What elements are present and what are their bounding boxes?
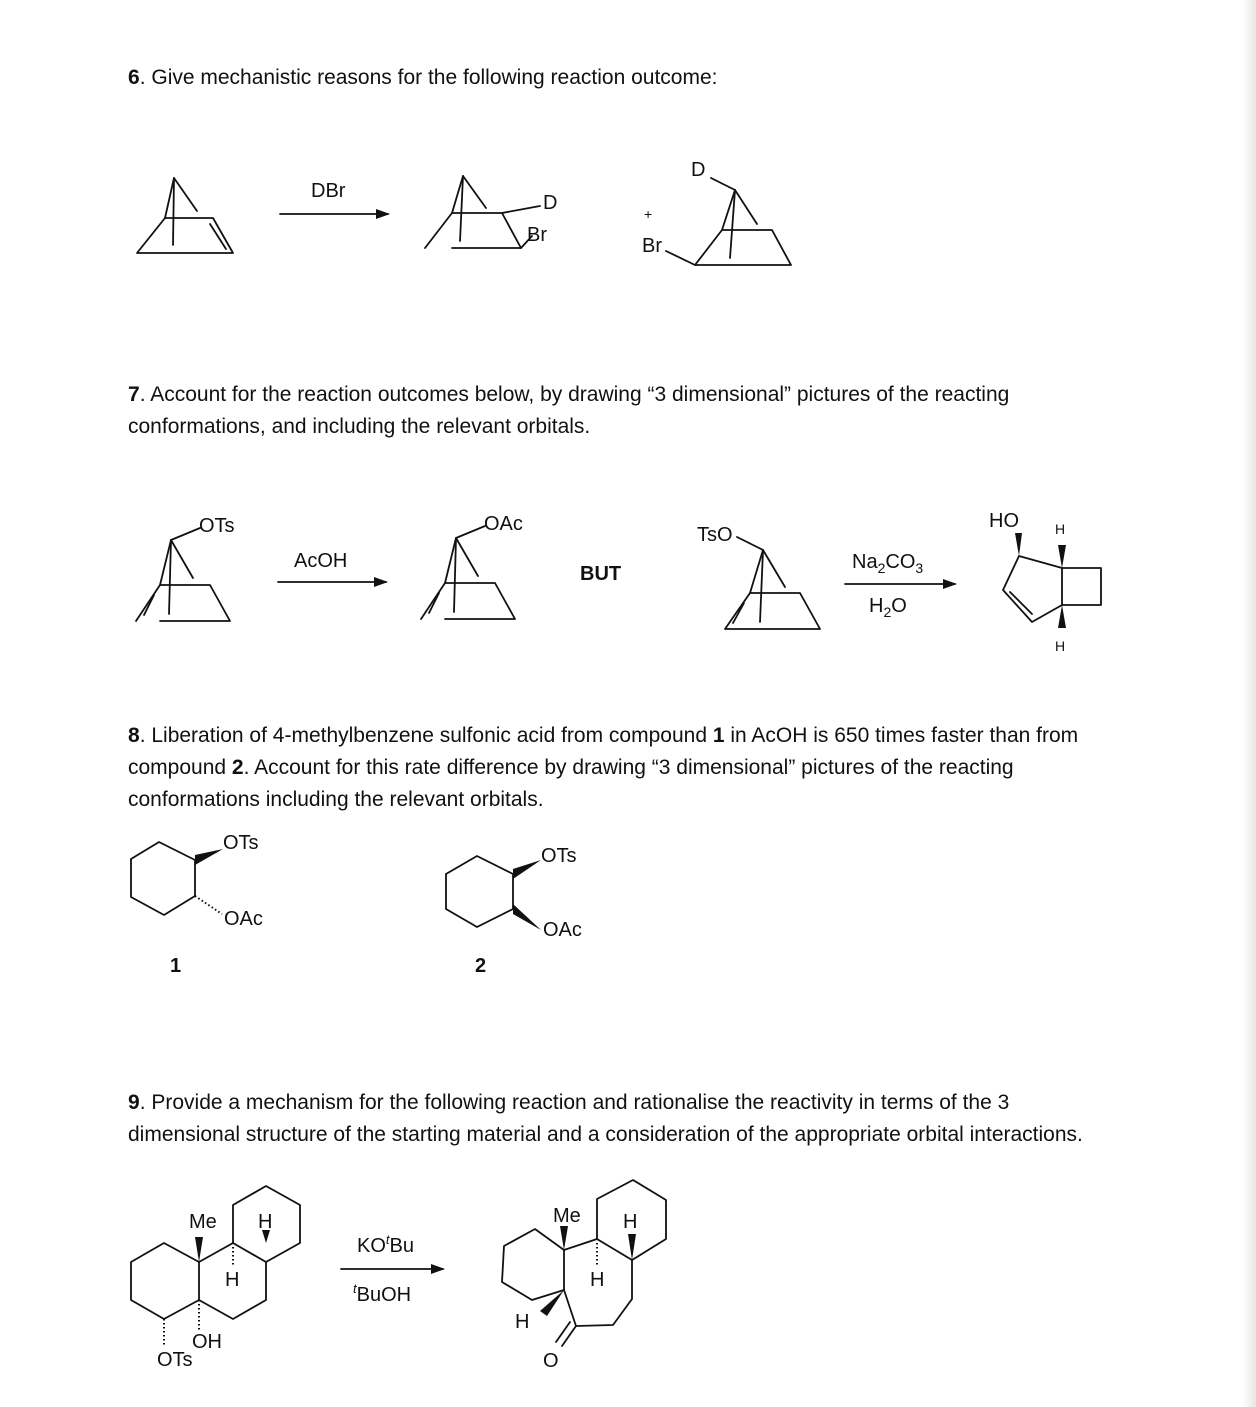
question-number: 6 <box>128 66 140 89</box>
scheme-9 <box>131 1180 666 1372</box>
hydrogen-label: H <box>258 1211 273 1233</box>
product-exo-bromide <box>425 176 557 248</box>
ots-label: OTs <box>199 515 235 537</box>
compound-label-1: 1 <box>170 955 182 977</box>
page-edge-shadow <box>1242 0 1256 1407</box>
bromine-label: Br <box>527 224 547 246</box>
question-text: . Account for this rate difference by drawing “3 dimensional” pictures of the reacting conformations including the relevant orbitals. <box>128 756 1014 811</box>
scheme-8 <box>131 832 582 977</box>
question-number: 9 <box>128 1091 140 1114</box>
deuterium-label: D <box>543 192 558 214</box>
scheme-7 <box>136 510 1101 654</box>
anti-norbornenyl-acetate <box>421 513 523 619</box>
ots-label: OTs <box>157 1349 193 1371</box>
question-text: . Account for the reaction outcomes below, by drawing “3 dimensional” pictures of the reacting conformations, and including the relevant orbitals. <box>128 383 1010 438</box>
oac-label: OAc <box>484 513 523 535</box>
hydrogen-label: H <box>1055 521 1066 537</box>
compound-ref-1: 1 <box>712 724 725 747</box>
syn-norbornenyl-tosylate <box>697 524 820 629</box>
question-number: 8 <box>128 724 140 747</box>
hydrogen-label: H <box>225 1269 240 1291</box>
reagent-sodium-carbonate: $Na_2CO_3$ <box>852 551 924 576</box>
hydrogen-label: H <box>590 1269 605 1291</box>
question-text: in AcOH is 650 times faster than from compound <box>128 724 1079 779</box>
hydrogen-label: H <box>1055 638 1066 654</box>
compound-2-structure <box>446 845 582 977</box>
anti-norbornenyl-tosylate <box>136 515 235 621</box>
question-text: . Give mechanistic reasons for the following reaction outcome: <box>139 66 718 89</box>
oac-label: OAc <box>543 919 582 941</box>
deuterium-label: D <box>691 159 706 181</box>
question-text: . Liberation of 4-methylbenzene sulfonic acid from compound <box>139 724 713 747</box>
plus-sign: + <box>644 206 653 222</box>
solvent-tert-butanol: $^t$BuOH <box>353 1281 412 1306</box>
reagent-dbr: DBr <box>311 180 346 202</box>
steroid-starting-material <box>131 1186 300 1371</box>
bromine-label: Br <box>642 235 662 257</box>
question-number: 7 <box>128 383 140 406</box>
bicyclic-cyclobutane-alcohol <box>989 510 1101 654</box>
oac-label: OAc <box>224 908 263 930</box>
question-text: . Provide a mechanism for the following reaction and rationalise the reactivity in terms of the 3 dimensional structure of the starting material and a consideration of the appropriate orbital interactions. <box>128 1091 1083 1146</box>
hydroxyl-label: HO <box>989 510 1019 532</box>
methyl-label: Me <box>189 1211 217 1233</box>
reagent-acoh: AcOH <box>294 550 348 572</box>
tso-label: TsO <box>697 524 733 546</box>
compound-ref-2: 2 <box>231 756 244 779</box>
reagent-potassium-tert-butoxide: $KO^tBu$ <box>357 1232 414 1257</box>
ring-expanded-ketone-product <box>502 1180 666 1372</box>
hydroxyl-label: OH <box>192 1331 222 1353</box>
ots-label: OTs <box>541 845 577 867</box>
hydrogen-label: H <box>515 1311 530 1333</box>
carbonyl-oxygen-label: O <box>543 1350 559 1372</box>
product-rearranged-bromide <box>642 159 791 265</box>
norbornene-structure <box>137 178 233 253</box>
methyl-label: Me <box>553 1205 581 1227</box>
compound-1-structure <box>131 832 263 977</box>
compound-label-2: 2 <box>475 955 487 977</box>
ots-label: OTs <box>223 832 259 854</box>
hydrogen-label: H <box>623 1211 638 1233</box>
but-connector: BUT <box>580 563 622 585</box>
reagent-water: $H_2O$ <box>869 595 907 620</box>
scheme-6 <box>137 159 791 265</box>
